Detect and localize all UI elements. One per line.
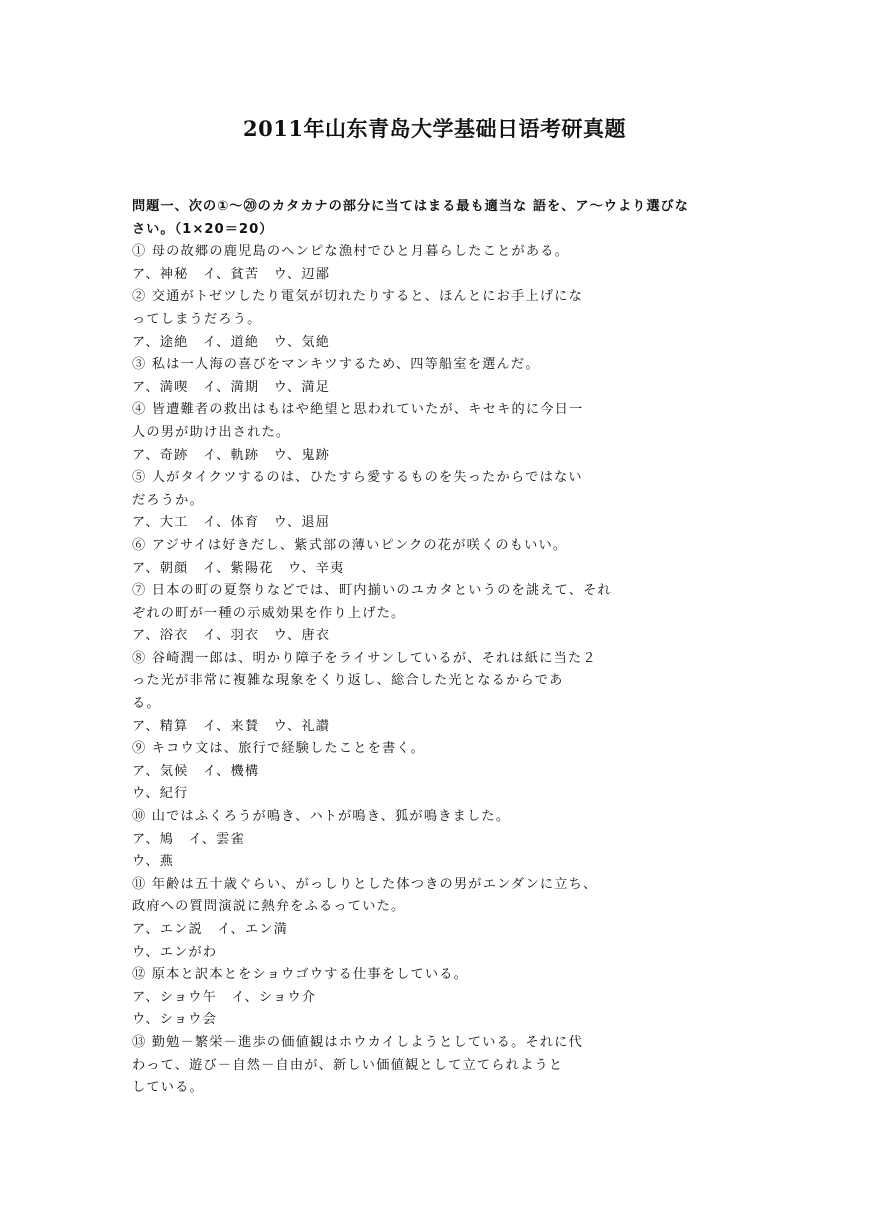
text-line: ぞれの町が一種の示威効果を作り上げた。 <box>132 605 406 621</box>
text-line: ⑤ 人がタイクツするのは、ひたすら愛するものを失ったからではない <box>132 470 583 486</box>
text-line: わって、遊び－自然－自由が、新しい価値観として立てられようと <box>132 1057 564 1073</box>
question-section <box>132 196 752 1100</box>
question-list <box>132 241 752 1100</box>
text-line: ウ、燕 <box>132 854 175 870</box>
text-line: ⑦ 日本の町の夏祭りなどでは、町内揃いのユカタというのを誂えて、それ <box>132 583 612 599</box>
text-line: ② 交通がトゼツしたり電気が切れたりすると、ほんとにお手上げにな <box>132 289 584 305</box>
section-heading-line-2: さい。（1×20＝20） <box>132 221 274 237</box>
text-line: ア、神秘 イ、貧苦 ウ、辺鄙 <box>132 266 331 282</box>
text-line: ① 母の故郷の鹿児島のヘンピな漁村でひと月暮らしたことがある。 <box>132 244 570 260</box>
text-line: ア、朝顔 イ、紫陽花 ウ、辛夷 <box>132 560 345 576</box>
text-line: ア、満喫 イ、満期 ウ、満足 <box>132 379 331 395</box>
text-line: ⑩ 山ではふくろうが鳴き、ハトが鳴き、狐が鳴きました。 <box>132 809 511 825</box>
section-heading-line-1: 問題一、次の①～⑳のカタカナの部分に当てはまる最も適当な 語を、ア～ウより選びな <box>132 199 689 214</box>
text-line: ⑪ 年齢は五十歳ぐらい、がっしりとした体つきの男がエンダンに立ち、 <box>132 876 598 892</box>
text-line: 人の男が助け出された。 <box>132 424 291 440</box>
text-line: ア、ショウ午 イ、ショウ介 <box>132 989 317 1005</box>
text-line: ア、鳩 イ、雲雀 <box>132 831 245 847</box>
text-line: ア、エン説 イ、エン満 <box>132 922 289 937</box>
text-line: だろうか。 <box>132 492 204 508</box>
text-line: ⑧ 谷崎潤一郎は、明かり障子をライサンしているが、それは紙に当た２ <box>132 650 597 666</box>
text-line: ⑨ キコウ文は、旅行で経験したことを書く。 <box>132 741 425 757</box>
text-line: ア、奇跡 イ、軌跡 ウ、鬼跡 <box>132 447 331 463</box>
text-line: 政府への質問演説に熱弁をふるっていた。 <box>132 899 406 915</box>
text-line: ア、大工 イ、体育 ウ、退屈 <box>132 515 331 531</box>
text-line: った光が非常に複雑な現象をくり返し、総合した光となるからであ <box>132 673 564 689</box>
page-title: 2011年山东青岛大学基础日语考研真题 <box>243 116 626 141</box>
text-line: る。 <box>132 696 161 712</box>
text-line: ア、途絶 イ、道絶 ウ、気絶 <box>132 334 331 350</box>
text-line: ④ 皆遭難者の救出はもはや絶望と思われていたが、キセキ的に今日一 <box>132 402 584 418</box>
text-line: ウ、エンがわ <box>132 944 218 960</box>
text-line: ア、精算 イ、来賛 ウ、礼讃 <box>132 718 331 734</box>
text-line: ア、気候 イ、機構 <box>132 763 260 779</box>
text-line: ⑥ アジサイは好きだし、紫式部の薄いピンクの花が咲くのもいい。 <box>132 537 568 553</box>
text-line: ア、浴衣 イ、羽衣 ウ、唐衣 <box>132 628 331 644</box>
text-line: している。 <box>132 1080 204 1096</box>
text-line: ⑫ 原本と訳本とをショウゴウする仕事をしている。 <box>132 967 469 983</box>
text-line: ⑬ 勤勉－繁栄－進歩の価値観はホウカイしようとしている。それに代 <box>132 1034 584 1050</box>
text-line: ってしまうだろう。 <box>132 311 262 327</box>
text-line: ウ、紀行 <box>132 786 189 802</box>
text-line: ウ、ショウ会 <box>132 1012 218 1028</box>
text-line: ③ 私は一人海の喜びをマンキツするため、四等船室を選んだ。 <box>132 357 540 373</box>
